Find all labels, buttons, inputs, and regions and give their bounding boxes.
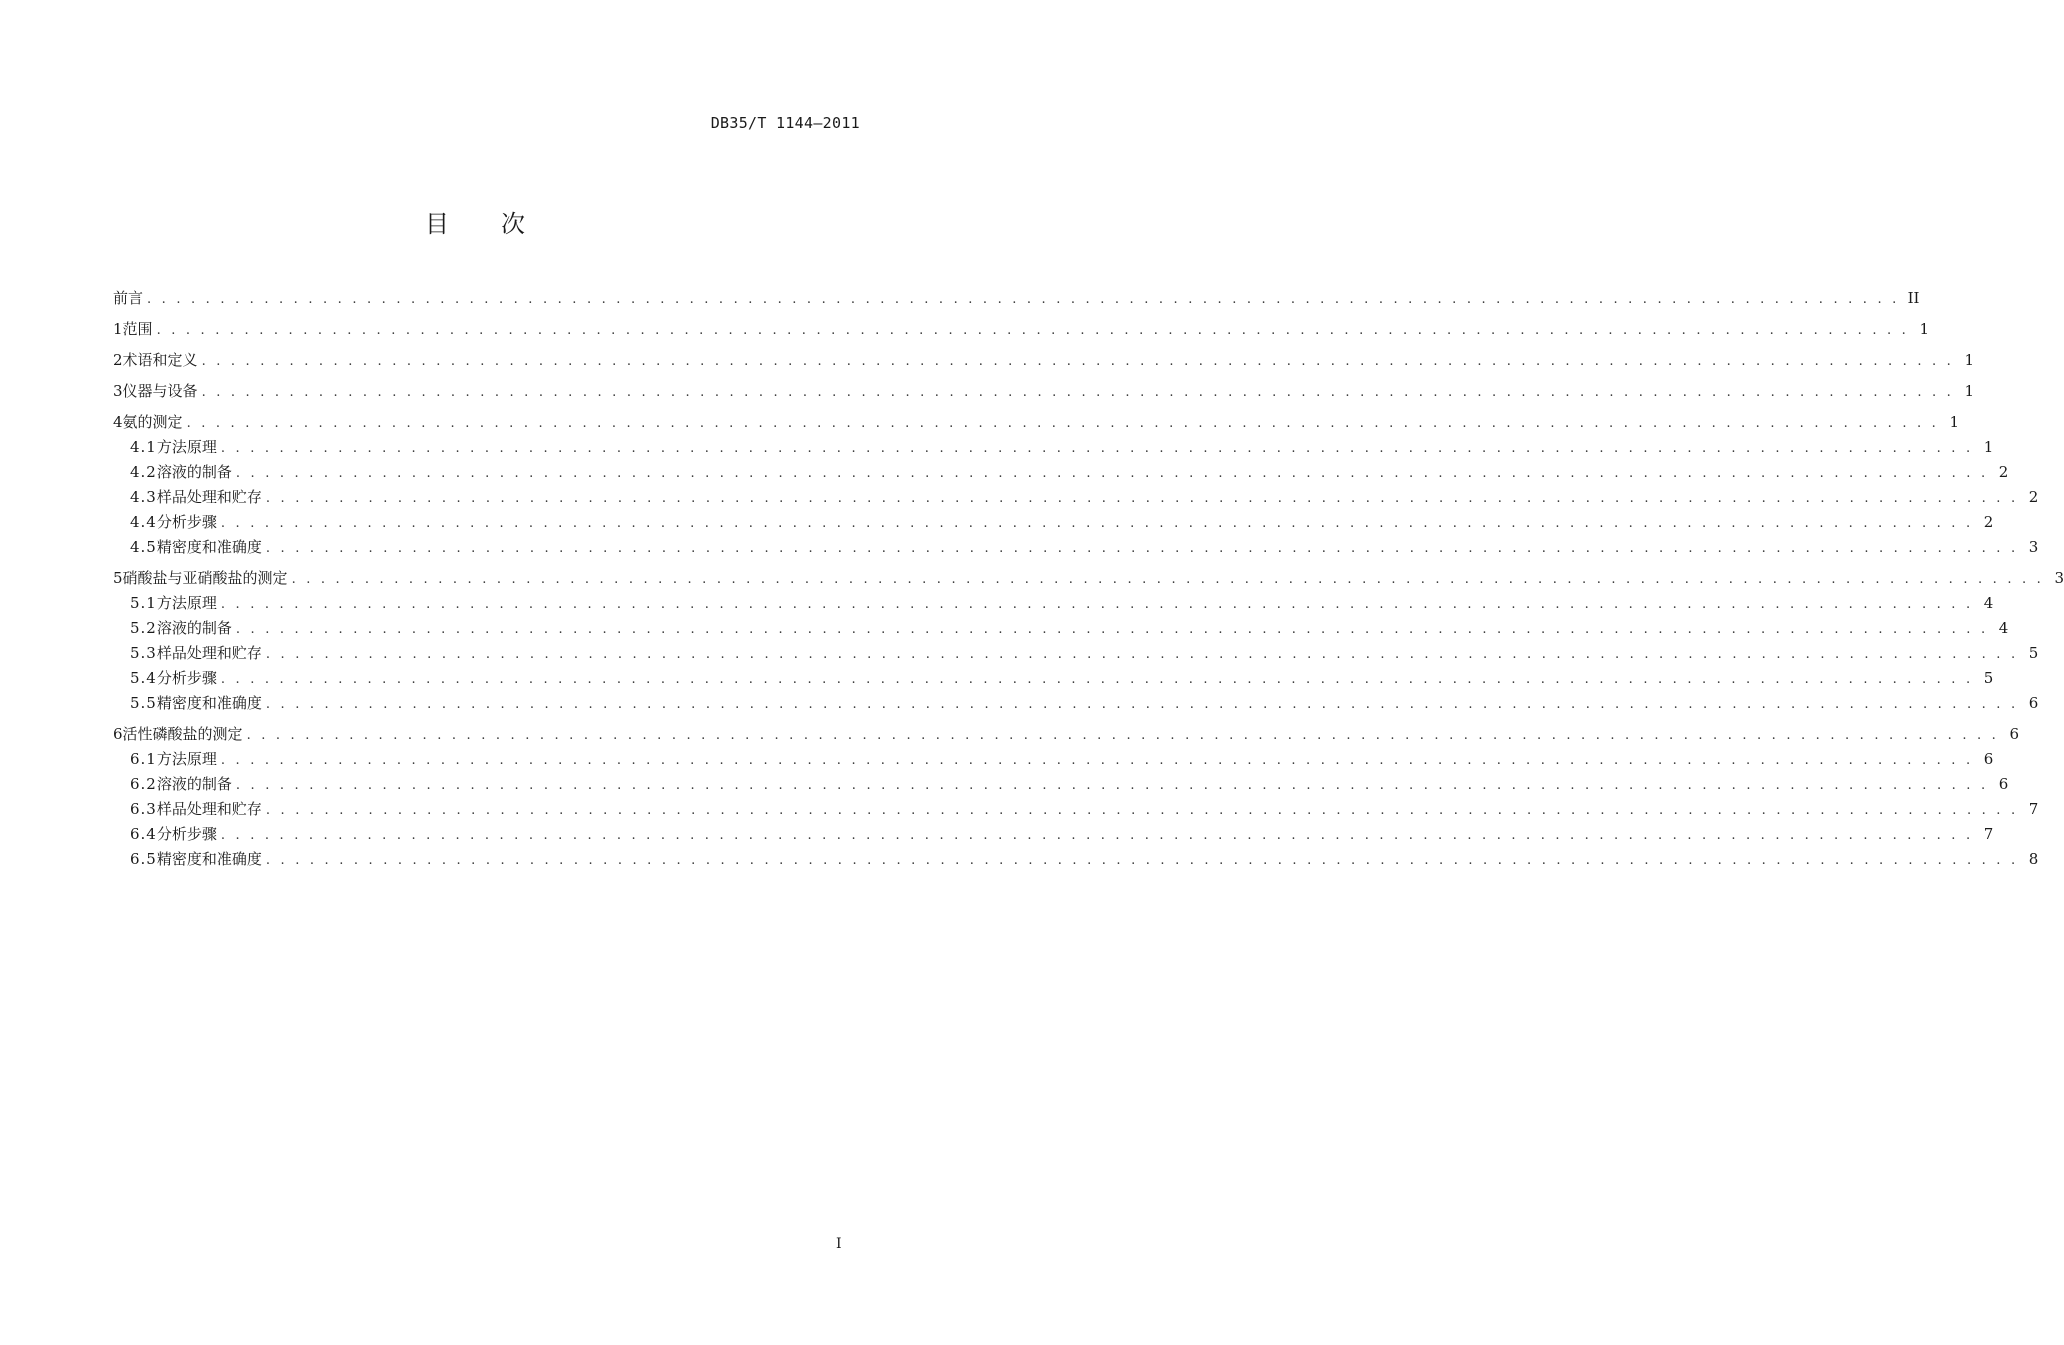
toc-entry-number: 4 bbox=[113, 413, 123, 431]
toc-entry-page: 3 bbox=[2028, 538, 2039, 556]
toc-entry-title: 硝酸盐与亚硝酸盐的测定 bbox=[122, 569, 288, 587]
toc-entry-number: 5.1 bbox=[130, 594, 157, 612]
toc-entry[interactable] bbox=[113, 616, 2009, 641]
toc-entry-page: 4 bbox=[1998, 619, 2009, 637]
toc-entry-title: 样品处理和贮存 bbox=[156, 644, 262, 662]
page-title bbox=[0, 204, 950, 239]
toc-entry-title: 样品处理和贮存 bbox=[156, 800, 262, 818]
toc-entry-number: 3 bbox=[113, 382, 123, 400]
toc-entry-number: 6.4 bbox=[130, 825, 157, 843]
toc-entry[interactable] bbox=[113, 286, 1920, 311]
toc-entry-number: 5.4 bbox=[130, 669, 157, 687]
dot-leader: . . . . . . . . . . . . . . . . . . . . . . . . . . . . . . . . . . . . . . . . . . . . . . . . . . . . . . . . . . . . . . . . . . . . . . . . . . . . . . . . . . . . . . . . . . . . . . . . . . . . . . . . . . . . . . . . . . . . . . . . bbox=[220, 672, 1974, 687]
document-code: DB35/T 1144—2011 bbox=[710, 114, 860, 132]
toc-entry-title: 方法原理 bbox=[156, 438, 217, 456]
toc-entry[interactable] bbox=[113, 847, 2039, 872]
toc-entry-page: 1 bbox=[1983, 438, 1994, 456]
dot-leader: . . . . . . . . . . . . . . . . . . . . . . . . . . . . . . . . . . . . . . . . . . . . . . . . . . . . . . . . . . . . . . . . . . . . . . . . . . . . . . . . . . . . . . . . . . . . . . . . . . . . . . . . . . . . . . . . . . . . . . . . bbox=[265, 803, 2019, 818]
dot-leader: . . . . . . . . . . . . . . . . . . . . . . . . . . . . . . . . . . . . . . . . . . . . . . . . . . . . . . . . . . . . . . . . . . . . . . . . . . . . . . . . . . . . . . . . . . . . . . . . . . . . . . . . . . . . . . . . . . . . . . . . bbox=[246, 728, 1999, 743]
toc-entry-page: 2 bbox=[1983, 513, 1994, 531]
toc-entry-number: 2 bbox=[113, 351, 123, 369]
toc-entry-title: 溶液的制备 bbox=[156, 619, 232, 637]
dot-leader: . . . . . . . . . . . . . . . . . . . . . . . . . . . . . . . . . . . . . . . . . . . . . . . . . . . . . . . . . . . . . . . . . . . . . . . . . . . . . . . . . . . . . . . . . . . . . . . . . . . . . . . . . . . . . . . . . . . . . . . . bbox=[220, 516, 1974, 531]
toc-entry-page: 3 bbox=[2054, 569, 2064, 587]
toc-entry-number: 4.1 bbox=[130, 438, 157, 456]
toc-entry-title: 分析步骤 bbox=[156, 669, 217, 687]
dot-leader: . . . . . . . . . . . . . . . . . . . . . . . . . . . . . . . . . . . . . . . . . . . . . . . . . . . . . . . . . . . . . . . . . . . . . . . . . . . . . . . . . . . . . . . . . . . . . . . . . . . . . . . . . . . . . . . . . . . . . . . . bbox=[220, 441, 1974, 456]
toc-entry-title: 方法原理 bbox=[156, 594, 217, 612]
dot-leader: . . . . . . . . . . . . . . . . . . . . . . . . . . . . . . . . . . . . . . . . . . . . . . . . . . . . . . . . . . . . . . . . . . . . . . . . . . . . . . . . . . . . . . . . . . . . . . . . . . . . . . . . . . . . . . . . . . . . . . . . bbox=[265, 853, 2019, 868]
toc-entry-page: 2 bbox=[1998, 463, 2009, 481]
toc-entry-number: 5 bbox=[113, 569, 123, 587]
toc-entry-page: 7 bbox=[2028, 800, 2039, 818]
toc-entry[interactable] bbox=[113, 510, 1994, 535]
toc-entry-page: 6 bbox=[2009, 725, 2019, 743]
footer-page-number: I bbox=[836, 1236, 842, 1252]
toc-entry-title: 精密度和准确度 bbox=[156, 694, 262, 712]
dot-leader: . . . . . . . . . . . . . . . . . . . . . . . . . . . . . . . . . . . . . . . . . . . . . . . . . . . . . . . . . . . . . . . . . . . . . . . . . . . . . . . . . . . . . . . . . . . . . . . . . . . . . . . . . . . . . . . . . . . . . . . . bbox=[156, 323, 1909, 338]
toc-entry-number: 4.5 bbox=[130, 538, 157, 556]
toc-entry-title: 范围 bbox=[122, 320, 153, 338]
toc-entry-page: II bbox=[1907, 289, 1920, 307]
dot-leader: . . . . . . . . . . . . . . . . . . . . . . . . . . . . . . . . . . . . . . . . . . . . . . . . . . . . . . . . . . . . . . . . . . . . . . . . . . . . . . . . . . . . . . . . . . . . . . . . . . . . . . . . . . . . . . . . . . . . . . . . bbox=[265, 541, 2019, 556]
toc-entry[interactable] bbox=[113, 641, 2039, 666]
toc-entry[interactable] bbox=[113, 666, 1994, 691]
toc-entry-number: 5.2 bbox=[130, 619, 157, 637]
toc-entry-page: 1 bbox=[1964, 351, 1974, 369]
toc-entry[interactable] bbox=[113, 460, 2009, 485]
toc-entry-title: 活性磷酸盐的测定 bbox=[122, 725, 243, 743]
dot-leader: . . . . . . . . . . . . . . . . . . . . . . . . . . . . . . . . . . . . . . . . . . . . . . . . . . . . . . . . . . . . . . . . . . . . . . . . . . . . . . . . . . . . . . . . . . . . . . . . . . . . . . . . . . . . . . . . . . . . . . . . bbox=[291, 572, 2044, 587]
toc-entry-page: 1 bbox=[1919, 320, 1929, 338]
dot-leader: . . . . . . . . . . . . . . . . . . . . . . . . . . . . . . . . . . . . . . . . . . . . . . . . . . . . . . . . . . . . . . . . . . . . . . . . . . . . . . . . . . . . . . . . . . . . . . . . . . . . . . . . . . . . . . . . . . . . . . . . bbox=[220, 828, 1974, 843]
toc-entry[interactable] bbox=[113, 797, 2039, 822]
dot-leader: . . . . . . . . . . . . . . . . . . . . . . . . . . . . . . . . . . . . . . . . . . . . . . . . . . . . . . . . . . . . . . . . . . . . . . . . . . . . . . . . . . . . . . . . . . . . . . . . . . . . . . . . . . . . . . . . . . . . . . . . bbox=[235, 622, 1989, 637]
toc-entry-title: 精密度和准确度 bbox=[156, 850, 262, 868]
dot-leader: . . . . . . . . . . . . . . . . . . . . . . . . . . . . . . . . . . . . . . . . . . . . . . . . . . . . . . . . . . . . . . . . . . . . . . . . . . . . . . . . . . . . . . . . . . . . . . . . . . . . . . . . . . . . . . . . . . . . . . . . bbox=[235, 778, 1989, 793]
toc-entry[interactable] bbox=[113, 348, 1974, 373]
toc-entry[interactable] bbox=[113, 535, 2039, 560]
dot-leader: . . . . . . . . . . . . . . . . . . . . . . . . . . . . . . . . . . . . . . . . . . . . . . . . . . . . . . . . . . . . . . . . . . . . . . . . . . . . . . . . . . . . . . . . . . . . . . . . . . . . . . . . . . . . . . . . . . . . . . . . bbox=[201, 385, 1954, 400]
toc-entry-page: 1 bbox=[1949, 413, 1959, 431]
toc-entry-title: 精密度和准确度 bbox=[156, 538, 262, 556]
toc-entry-number: 6.5 bbox=[130, 850, 157, 868]
dot-leader: . . . . . . . . . . . . . . . . . . . . . . . . . . . . . . . . . . . . . . . . . . . . . . . . . . . . . . . . . . . . . . . . . . . . . . . . . . . . . . . . . . . . . . . . . . . . . . . . . . . . . . . . . . . . . . . . . . . . . . . . bbox=[201, 354, 1954, 369]
toc-entry[interactable] bbox=[113, 747, 1994, 772]
toc-entry-page: 5 bbox=[1983, 669, 1994, 687]
toc-entry[interactable] bbox=[113, 410, 1959, 435]
toc-entry-page: 6 bbox=[1983, 750, 1994, 768]
toc-entry[interactable] bbox=[113, 379, 1974, 404]
title-char-1: 目 bbox=[425, 210, 449, 238]
toc-entry-title: 溶液的制备 bbox=[156, 463, 232, 481]
toc-entry[interactable] bbox=[113, 317, 1929, 342]
toc-entry-number: 6.2 bbox=[130, 775, 157, 793]
dot-leader: . . . . . . . . . . . . . . . . . . . . . . . . . . . . . . . . . . . . . . . . . . . . . . . . . . . . . . . . . . . . . . . . . . . . . . . . . . . . . . . . . . . . . . . . . . . . . . . . . . . . . . . . . . . . . . . . . . . . . . . . bbox=[220, 597, 1974, 612]
toc-entry-number: 1 bbox=[113, 320, 123, 338]
dot-leader: . . . . . . . . . . . . . . . . . . . . . . . . . . . . . . . . . . . . . . . . . . . . . . . . . . . . . . . . . . . . . . . . . . . . . . . . . . . . . . . . . . . . . . . . . . . . . . . . . . . . . . . . . . . . . . . . . . . . . . . . bbox=[265, 491, 2019, 506]
toc-entry-title: 样品处理和贮存 bbox=[156, 488, 262, 506]
toc-entry-page: 5 bbox=[2028, 644, 2039, 662]
table-of-contents bbox=[113, 286, 2064, 872]
toc-entry-number: 6 bbox=[113, 725, 123, 743]
title-char-2: 次 bbox=[501, 210, 525, 238]
toc-entry[interactable] bbox=[113, 435, 1994, 460]
toc-entry-number: 5.3 bbox=[130, 644, 157, 662]
toc-entry-page: 2 bbox=[2028, 488, 2039, 506]
toc-entry-page: 6 bbox=[1998, 775, 2009, 793]
toc-entry[interactable] bbox=[113, 822, 1994, 847]
toc-entry-number: 4.2 bbox=[130, 463, 157, 481]
toc-entry-number: 5.5 bbox=[130, 694, 157, 712]
toc-entry[interactable] bbox=[113, 772, 2009, 797]
toc-entry-title: 方法原理 bbox=[156, 750, 217, 768]
toc-entry-number: 6.1 bbox=[130, 750, 157, 768]
toc-entry-title: 前言 bbox=[113, 289, 144, 307]
toc-entry-page: 7 bbox=[1983, 825, 1994, 843]
dot-leader: . . . . . . . . . . . . . . . . . . . . . . . . . . . . . . . . . . . . . . . . . . . . . . . . . . . . . . . . . . . . . . . . . . . . . . . . . . . . . . . . . . . . . . . . . . . . . . . . . . . . . . . . . . . . . . . . . . . . . . . . bbox=[186, 416, 1939, 431]
toc-entry-number: 4.3 bbox=[130, 488, 157, 506]
toc-entry[interactable] bbox=[113, 722, 2019, 747]
toc-entry[interactable] bbox=[113, 485, 2039, 510]
toc-entry-number: 4.4 bbox=[130, 513, 157, 531]
toc-entry-title: 术语和定义 bbox=[122, 351, 198, 369]
dot-leader: . . . . . . . . . . . . . . . . . . . . . . . . . . . . . . . . . . . . . . . . . . . . . . . . . . . . . . . . . . . . . . . . . . . . . . . . . . . . . . . . . . . . . . . . . . . . . . . . . . . . . . . . . . . . . . . . . . . . . . . . bbox=[220, 753, 1974, 768]
toc-entry-page: 8 bbox=[2028, 850, 2039, 868]
toc-entry[interactable] bbox=[113, 566, 2064, 591]
toc-entry-page: 1 bbox=[1964, 382, 1974, 400]
toc-entry[interactable] bbox=[113, 691, 2039, 716]
toc-entry-page: 4 bbox=[1983, 594, 1994, 612]
dot-leader: . . . . . . . . . . . . . . . . . . . . . . . . . . . . . . . . . . . . . . . . . . . . . . . . . . . . . . . . . . . . . . . . . . . . . . . . . . . . . . . . . . . . . . . . . . . . . . . . . . . . . . . . . . . . . . . . . . . . . . . . bbox=[265, 647, 2019, 662]
toc-entry-title: 分析步骤 bbox=[156, 825, 217, 843]
dot-leader: . . . . . . . . . . . . . . . . . . . . . . . . . . . . . . . . . . . . . . . . . . . . . . . . . . . . . . . . . . . . . . . . . . . . . . . . . . . . . . . . . . . . . . . . . . . . . . . . . . . . . . . . . . . . . . . . . . . . . . . . bbox=[147, 292, 1900, 307]
toc-entry-page: 6 bbox=[2028, 694, 2039, 712]
toc-entry-title: 溶液的制备 bbox=[156, 775, 232, 793]
toc-entry[interactable] bbox=[113, 591, 1994, 616]
dot-leader: . . . . . . . . . . . . . . . . . . . . . . . . . . . . . . . . . . . . . . . . . . . . . . . . . . . . . . . . . . . . . . . . . . . . . . . . . . . . . . . . . . . . . . . . . . . . . . . . . . . . . . . . . . . . . . . . . . . . . . . . bbox=[235, 466, 1989, 481]
toc-entry-title: 仪器与设备 bbox=[122, 382, 198, 400]
toc-entry-title: 分析步骤 bbox=[156, 513, 217, 531]
toc-entry-number: 6.3 bbox=[130, 800, 157, 818]
toc-entry-title: 氨的测定 bbox=[122, 413, 183, 431]
dot-leader: . . . . . . . . . . . . . . . . . . . . . . . . . . . . . . . . . . . . . . . . . . . . . . . . . . . . . . . . . . . . . . . . . . . . . . . . . . . . . . . . . . . . . . . . . . . . . . . . . . . . . . . . . . . . . . . . . . . . . . . . bbox=[265, 697, 2019, 712]
